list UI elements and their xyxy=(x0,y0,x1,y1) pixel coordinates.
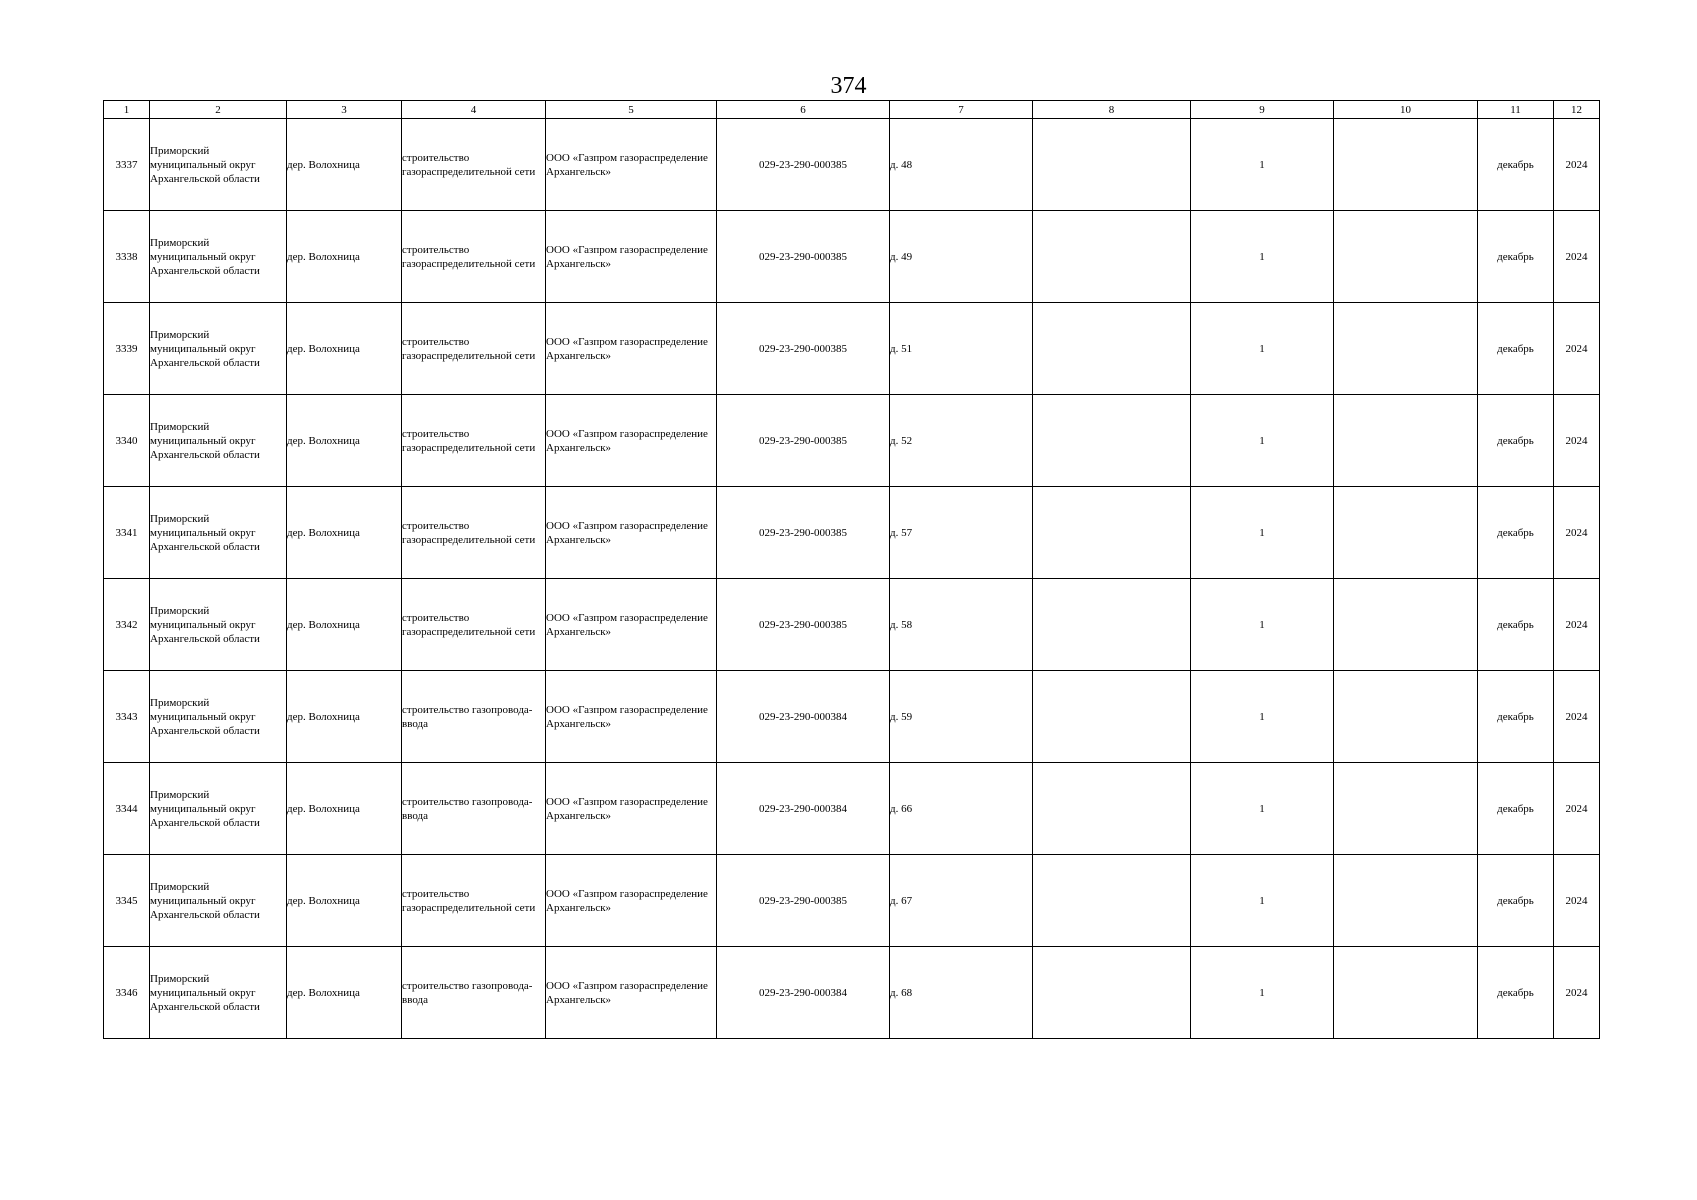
column-8-cell xyxy=(1033,119,1191,211)
column-8-cell xyxy=(1033,303,1191,395)
column-8-cell xyxy=(1033,487,1191,579)
month-cell: декабрь xyxy=(1478,119,1554,211)
column-header-6: 6 xyxy=(717,101,890,119)
work-type-cell: строительство газораспределительной сети xyxy=(402,487,546,579)
month-cell: декабрь xyxy=(1478,947,1554,1039)
column-8-cell xyxy=(1033,947,1191,1039)
table-row xyxy=(104,763,1600,855)
row-number-cell: 3337 xyxy=(104,119,150,211)
work-type-cell: строительство газопровода-ввода xyxy=(402,763,546,855)
program-code-cell: 029-23-290-000385 xyxy=(717,855,890,947)
month-cell: декабрь xyxy=(1478,395,1554,487)
column-10-cell xyxy=(1334,395,1478,487)
district-cell: Приморский муниципальный округ Архангельской области xyxy=(150,763,287,855)
organization-cell: ООО «Газпром газораспределение Архангельск» xyxy=(546,487,717,579)
organization-cell: ООО «Газпром газораспределение Архангельск» xyxy=(546,119,717,211)
column-header-12: 12 xyxy=(1554,101,1600,119)
district-cell: Приморский муниципальный округ Архангельской области xyxy=(150,579,287,671)
column-10-cell xyxy=(1334,947,1478,1039)
column-header-11: 11 xyxy=(1478,101,1554,119)
district-cell: Приморский муниципальный округ Архангельской области xyxy=(150,855,287,947)
house-number-cell: д. 58 xyxy=(890,579,1033,671)
program-code-cell: 029-23-290-000385 xyxy=(717,395,890,487)
column-header-2: 2 xyxy=(150,101,287,119)
row-number-cell: 3344 xyxy=(104,763,150,855)
column-header-10: 10 xyxy=(1334,101,1478,119)
year-cell: 2024 xyxy=(1554,947,1600,1039)
year-cell: 2024 xyxy=(1554,671,1600,763)
column-10-cell xyxy=(1334,671,1478,763)
table-body xyxy=(104,119,1600,1039)
house-number-cell: д. 59 xyxy=(890,671,1033,763)
column-header-4: 4 xyxy=(402,101,546,119)
organization-cell: ООО «Газпром газораспределение Архангельск» xyxy=(546,763,717,855)
district-cell: Приморский муниципальный округ Архангельской области xyxy=(150,211,287,303)
work-type-cell: строительство газораспределительной сети xyxy=(402,579,546,671)
organization-cell: ООО «Газпром газораспределение Архангельск» xyxy=(546,671,717,763)
column-header-8: 8 xyxy=(1033,101,1191,119)
organization-cell: ООО «Газпром газораспределение Архангельск» xyxy=(546,303,717,395)
count-cell: 1 xyxy=(1191,855,1334,947)
work-type-cell: строительство газораспределительной сети xyxy=(402,395,546,487)
row-number-cell: 3346 xyxy=(104,947,150,1039)
settlement-cell: дер. Волохница xyxy=(287,303,402,395)
column-10-cell xyxy=(1334,763,1478,855)
column-header-1: 1 xyxy=(104,101,150,119)
column-8-cell xyxy=(1033,671,1191,763)
column-8-cell xyxy=(1033,763,1191,855)
column-10-cell xyxy=(1334,211,1478,303)
year-cell: 2024 xyxy=(1554,487,1600,579)
table-row xyxy=(104,395,1600,487)
district-cell: Приморский муниципальный округ Архангельской области xyxy=(150,303,287,395)
work-type-cell: строительство газопровода-ввода xyxy=(402,947,546,1039)
column-10-cell xyxy=(1334,855,1478,947)
count-cell: 1 xyxy=(1191,303,1334,395)
year-cell: 2024 xyxy=(1554,763,1600,855)
row-number-cell: 3339 xyxy=(104,303,150,395)
house-number-cell: д. 68 xyxy=(890,947,1033,1039)
table-row xyxy=(104,947,1600,1039)
house-number-cell: д. 66 xyxy=(890,763,1033,855)
row-number-cell: 3338 xyxy=(104,211,150,303)
count-cell: 1 xyxy=(1191,395,1334,487)
year-cell: 2024 xyxy=(1554,855,1600,947)
column-header-7: 7 xyxy=(890,101,1033,119)
month-cell: декабрь xyxy=(1478,303,1554,395)
month-cell: декабрь xyxy=(1478,579,1554,671)
program-code-cell: 029-23-290-000384 xyxy=(717,671,890,763)
column-header-3: 3 xyxy=(287,101,402,119)
district-cell: Приморский муниципальный округ Архангельской области xyxy=(150,947,287,1039)
count-cell: 1 xyxy=(1191,671,1334,763)
house-number-cell: д. 57 xyxy=(890,487,1033,579)
column-header-5: 5 xyxy=(546,101,717,119)
settlement-cell: дер. Волохница xyxy=(287,855,402,947)
settlement-cell: дер. Волохница xyxy=(287,395,402,487)
house-number-cell: д. 67 xyxy=(890,855,1033,947)
column-8-cell xyxy=(1033,211,1191,303)
month-cell: декабрь xyxy=(1478,211,1554,303)
program-code-cell: 029-23-290-000384 xyxy=(717,763,890,855)
month-cell: декабрь xyxy=(1478,855,1554,947)
table-row xyxy=(104,211,1600,303)
column-10-cell xyxy=(1334,119,1478,211)
program-code-cell: 029-23-290-000385 xyxy=(717,579,890,671)
column-10-cell xyxy=(1334,579,1478,671)
table-row xyxy=(104,855,1600,947)
month-cell: декабрь xyxy=(1478,487,1554,579)
column-header-9: 9 xyxy=(1191,101,1334,119)
work-type-cell: строительство газопровода-ввода xyxy=(402,671,546,763)
table-row xyxy=(104,671,1600,763)
count-cell: 1 xyxy=(1191,947,1334,1039)
column-10-cell xyxy=(1334,487,1478,579)
row-number-cell: 3342 xyxy=(104,579,150,671)
year-cell: 2024 xyxy=(1554,395,1600,487)
row-number-cell: 3341 xyxy=(104,487,150,579)
month-cell: декабрь xyxy=(1478,671,1554,763)
count-cell: 1 xyxy=(1191,119,1334,211)
year-cell: 2024 xyxy=(1554,119,1600,211)
work-type-cell: строительство газораспределительной сети xyxy=(402,303,546,395)
organization-cell: ООО «Газпром газораспределение Архангельск» xyxy=(546,947,717,1039)
settlement-cell: дер. Волохница xyxy=(287,763,402,855)
column-8-cell xyxy=(1033,855,1191,947)
month-cell: декабрь xyxy=(1478,763,1554,855)
register-table xyxy=(103,100,1600,1039)
district-cell: Приморский муниципальный округ Архангельской области xyxy=(150,487,287,579)
settlement-cell: дер. Волохница xyxy=(287,671,402,763)
house-number-cell: д. 49 xyxy=(890,211,1033,303)
header-row xyxy=(104,101,1600,119)
district-cell: Приморский муниципальный округ Архангельской области xyxy=(150,671,287,763)
count-cell: 1 xyxy=(1191,763,1334,855)
work-type-cell: строительство газораспределительной сети xyxy=(402,855,546,947)
settlement-cell: дер. Волохница xyxy=(287,947,402,1039)
organization-cell: ООО «Газпром газораспределение Архангельск» xyxy=(546,395,717,487)
count-cell: 1 xyxy=(1191,211,1334,303)
table-row xyxy=(104,119,1600,211)
column-10-cell xyxy=(1334,303,1478,395)
column-8-cell xyxy=(1033,395,1191,487)
district-cell: Приморский муниципальный округ Архангельской области xyxy=(150,119,287,211)
settlement-cell: дер. Волохница xyxy=(287,579,402,671)
column-8-cell xyxy=(1033,579,1191,671)
program-code-cell: 029-23-290-000385 xyxy=(717,119,890,211)
work-type-cell: строительство газораспределительной сети xyxy=(402,119,546,211)
settlement-cell: дер. Волохница xyxy=(287,211,402,303)
organization-cell: ООО «Газпром газораспределение Архангельск» xyxy=(546,855,717,947)
district-cell: Приморский муниципальный округ Архангельской области xyxy=(150,395,287,487)
table-row xyxy=(104,487,1600,579)
table-header xyxy=(104,101,1600,119)
work-type-cell: строительство газораспределительной сети xyxy=(402,211,546,303)
count-cell: 1 xyxy=(1191,487,1334,579)
program-code-cell: 029-23-290-000385 xyxy=(717,211,890,303)
page-number: 374 xyxy=(830,73,867,99)
settlement-cell: дер. Волохница xyxy=(287,487,402,579)
table-row xyxy=(104,579,1600,671)
year-cell: 2024 xyxy=(1554,579,1600,671)
house-number-cell: д. 48 xyxy=(890,119,1033,211)
program-code-cell: 029-23-290-000385 xyxy=(717,303,890,395)
program-code-cell: 029-23-290-000385 xyxy=(717,487,890,579)
settlement-cell: дер. Волохница xyxy=(287,119,402,211)
row-number-cell: 3345 xyxy=(104,855,150,947)
count-cell: 1 xyxy=(1191,579,1334,671)
table-row xyxy=(104,303,1600,395)
house-number-cell: д. 51 xyxy=(890,303,1033,395)
year-cell: 2024 xyxy=(1554,211,1600,303)
house-number-cell: д. 52 xyxy=(890,395,1033,487)
organization-cell: ООО «Газпром газораспределение Архангельск» xyxy=(546,211,717,303)
program-code-cell: 029-23-290-000384 xyxy=(717,947,890,1039)
year-cell: 2024 xyxy=(1554,303,1600,395)
row-number-cell: 3340 xyxy=(104,395,150,487)
organization-cell: ООО «Газпром газораспределение Архангельск» xyxy=(546,579,717,671)
row-number-cell: 3343 xyxy=(104,671,150,763)
